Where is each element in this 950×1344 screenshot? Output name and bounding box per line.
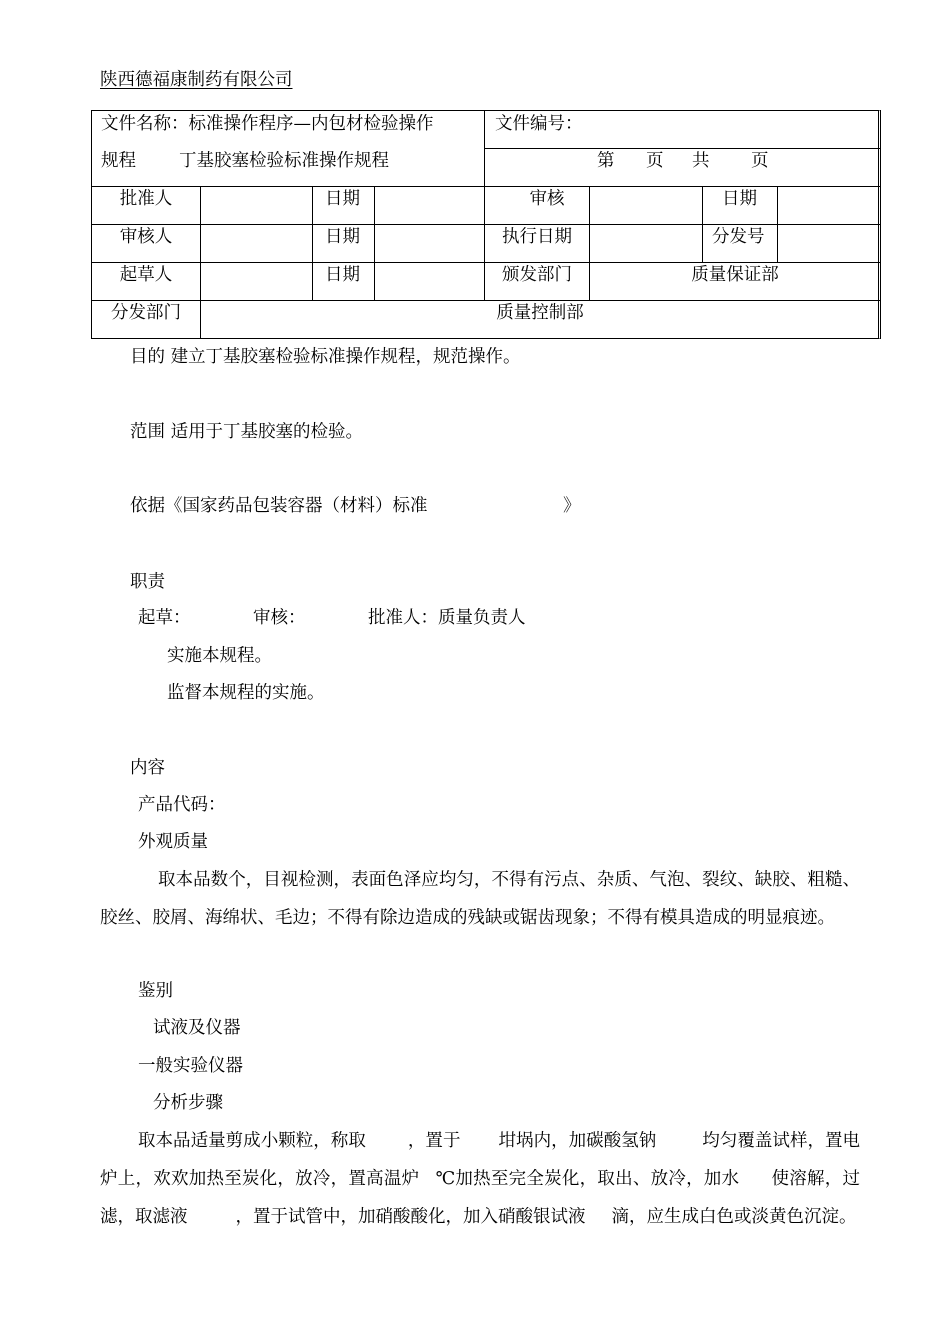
steps-title: 分析步骤 [153,1093,223,1113]
exec-date-label: 执行日期 [502,227,572,247]
reviewer-date-label: 日期 [325,227,360,247]
doc-name-line1: 文件名称：标准操作程序—内包材检验操作 [101,114,434,134]
approver-label: 批准人 [119,189,173,209]
product-code: 产品代码： [138,795,226,815]
drafter-date-label: 日期 [325,265,360,285]
approver-date-label: 日期 [325,189,360,209]
doc-name-line2b: 丁基胶塞检验标准操作规程 [179,151,389,171]
doc-name-line2a: 规程 [101,151,136,171]
reagents-title: 试液及仪器 [153,1018,241,1038]
page-gong: 共 [692,151,710,171]
dist-no-label: 分发号 [712,227,765,247]
steps-paragraph: 取本品适量剪成小颗粒，称取 ，置于 坩埚内，加碳酸氢钠 均匀覆盖试样，置电炉上，欢欢加热至炭化，放冷，置高温炉 ℃加热至完全炭化，取出、放冷，加水 使溶解，过滤，取滤液 ，置于试管中，加硝酸酸化，加入硝酸银试液 滴，应生成白色或淡黄色沉淀。 [100,1131,861,1227]
header-table [91,110,881,339]
drafter-label: 起草人 [119,265,173,285]
reviewer-label: 审核人 [119,227,173,247]
basis-b: 》 [563,496,581,516]
page-ye2: 页 [751,151,769,171]
scope: 范围 适用于丁基胶塞的检验。 [130,422,364,442]
doc-number-label: 文件编号： [495,114,583,134]
page-di: 第 [597,151,615,171]
issue-dept-label: 颁发部门 [502,265,572,285]
dist-dept-label: 分发部门 [111,303,181,323]
duty-implement: 实施本规程。 [167,646,272,666]
duty-title: 职责 [130,572,165,592]
review-date-label: 日期 [722,189,757,209]
duty-draft: 起草： [138,608,191,628]
identify-title: 鉴别 [138,981,173,1001]
review-label: 审核 [529,189,565,209]
general-instruments: 一般实验仪器 [138,1056,243,1076]
company-name: 陕西德福康制药有限公司 [100,70,293,90]
purpose: 目的 建立丁基胶塞检验标准操作规程，规范操作。 [130,347,521,367]
appearance-text: 取本品数个，目视检测，表面色泽应均匀，不得有污点、杂质、气泡、裂纹、缺胶、粗糙、胶丝、胶屑、海绵状、毛边；不得有除边造成的残缺或锯齿现象；不得有模具造成的明显痕迹。 [100,870,860,928]
duty-supervise: 监督本规程的实施。 [167,683,325,703]
basis-a: 依据《国家药品包装容器（材料）标准 [130,496,428,516]
appearance-title: 外观质量 [138,832,208,852]
duty-approve: 批准人：质量负责人 [368,608,526,628]
dist-dept-value: 质量控制部 [496,303,584,323]
duty-review: 审核： [253,608,306,628]
content-title: 内容 [130,758,165,778]
page-ye1: 页 [646,151,664,171]
issue-dept-value: 质量保证部 [691,265,779,285]
